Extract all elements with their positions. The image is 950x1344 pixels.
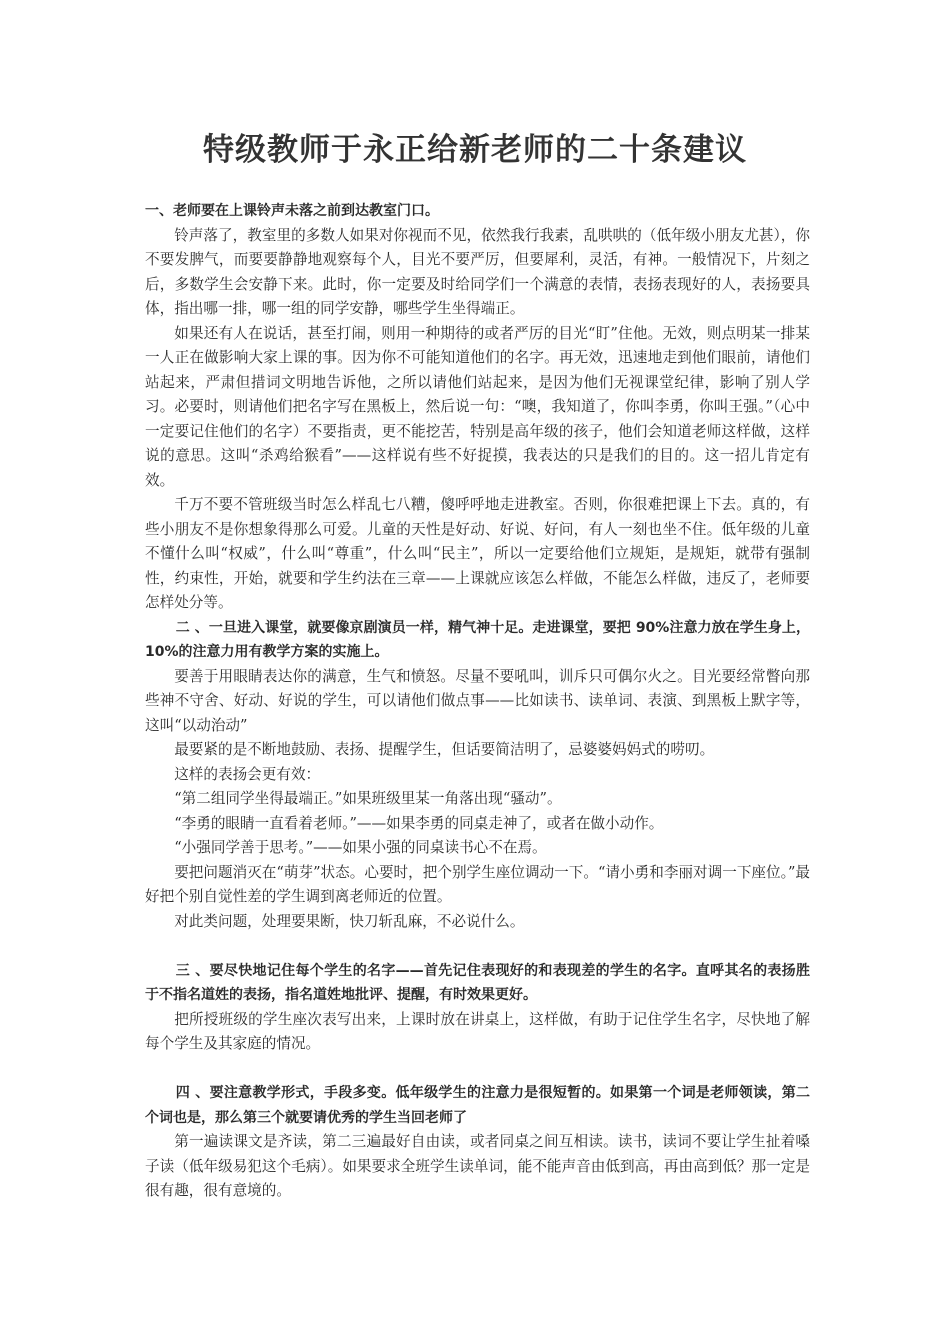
body-paragraph: “第二组同学坐得最端正。”如果班级里某一角落出现“骚动”。 <box>174 790 562 807</box>
paragraph-spacer <box>145 934 810 959</box>
body-paragraph: 要把问题消灭在“萌芽”状态。心要时，把个别学生座位调动一下。“请小勇和李丽对调一下座位。”最好把个别自觉性差的学生调到离老师近的位置。 <box>145 863 810 905</box>
section-heading: 二 、一旦进入课堂，就要像京剧演员一样，精气神十足。走进课堂，要把 90%注意力放在学生身上，10%的注意力用有教学方案的实施上。 <box>145 619 810 660</box>
body-paragraph: 最要紧的是不断地鼓励、表扬、提醒学生，但话要简洁明了，忌婆婆妈妈式的唠叨。 <box>174 741 715 758</box>
body-paragraph: 千万不要不管班级当时怎么样乱七八糟，傻呼呼地走进教室。否则，你很难把课上下去。真的，有些小朋友不是你想象得那么可爱。儿童的天性是好动、好说、好问，有人一刻也坐不住。低年级的儿童不懂什么叫“权威”，什么叫“尊重”，什么叫“民主”，所以一定要给他们立规矩，是规矩，就带有强制性，约束性，开始，就要和学生约法在三章——上课就应该怎么样做，不能怎么样做，违反了，老师要怎样处分等。 <box>145 496 810 611</box>
body-paragraph: “李勇的眼睛一直看着老师。”——如果李勇的同桌走神了，或者在做小动作。 <box>174 814 664 832</box>
body-paragraph: 如果还有人在说话，甚至打闹，则用一种期待的或者严厉的目光“盯”住他。无效，则点明某一排某一人正在做影响大家上课的事。因为你不可能知道他们的名字。再无效，迅速地走到他们眼前，请他们站起来，严肃但措词文明地告诉他，之所以请他们站起来，是因为他们无视课堂纪律，影响了别人学习。必要时，则请他们把名字写在黑板上，然后说一句：“噢，我知道了，你叫李勇，你叫王强。”（心中一定要记住他们的名字）不要指责，更不能挖苦，特别是高年级的孩子，他们会知道老师这样做，这样说的意思。这叫“杀鸡给猴看”——这样说有些不好捉摸，我表达的只是我们的目的。这一招儿肯定有效。 <box>145 324 810 489</box>
section-heading: 一、老师要在上课铃声未落之前到达教室门口。 <box>145 203 439 219</box>
body-paragraph: 这样的表扬会更有效： <box>174 765 321 783</box>
section-heading: 三 、要尽快地记住每个学生的名字——首先记住表现好的和表现差的学生的名字。直呼其名的表扬胜于不指名道姓的表扬，指名道姓地批评、提醒，有时效果更好。 <box>145 962 810 1003</box>
body-paragraph: 对此类问题，处理要果断，快刀斩乱麻，不必说什么。 <box>174 912 525 930</box>
body-paragraph: 第一遍读课文是齐读，第二三遍最好自由读，或者同桌之间互相读。读书，读词不要让学生扯着嗓子读（低年级易犯这个毛病）。如果要求全班学生读单词，能不能声音由低到高，再由高到低？那一定是很有趣，很有意境的。 <box>145 1133 810 1199</box>
body-paragraph: 要善于用眼睛表达你的满意，生气和愤怒。尽量不要吼叫，训斥只可偶尔火之。目光要经常瞥向那些神不守舍、好动、好说的学生，可以请他们做点事——比如读书、读单词、表演、到黑板上默字等，这叫“以动治动” <box>145 667 810 734</box>
body-paragraph: 铃声落了，教室里的多数人如果对你视而不见，依然我行我素，乱哄哄的（低年级小朋友尤甚），你不要发脾气，而要要静静地观察每个人，目光不要严厉，但要犀利，灵活，有神。一般情况下，片刻之后，多数学生会安静下来。此时，你一定要及时给同学们一个满意的表情，表扬表现好的人，表扬要具体，指出哪一排，哪一组的同学安静，哪些学生坐得端正。 <box>145 226 810 317</box>
body-paragraph: “小强同学善于思考。”——如果小强的同桌读书心不在焉。 <box>174 839 547 856</box>
section-heading: 四 、要注意教学形式，手段多变。低年级学生的注意力是很短暂的。如果第一个词是老师领读，第二个词也是，那么第三个就要请优秀的学生当回老师了 <box>145 1085 810 1126</box>
document-body <box>145 199 810 1204</box>
paragraph-spacer <box>145 1057 810 1082</box>
body-paragraph: 把所授班级的学生座次表写出来，上课时放在讲桌上，这样做，有助于记住学生名字，尽快地了解每个学生及其家庭的情况。 <box>145 1010 810 1052</box>
document-title: 特级教师于永正给新老师的二十条建议 <box>203 132 747 168</box>
